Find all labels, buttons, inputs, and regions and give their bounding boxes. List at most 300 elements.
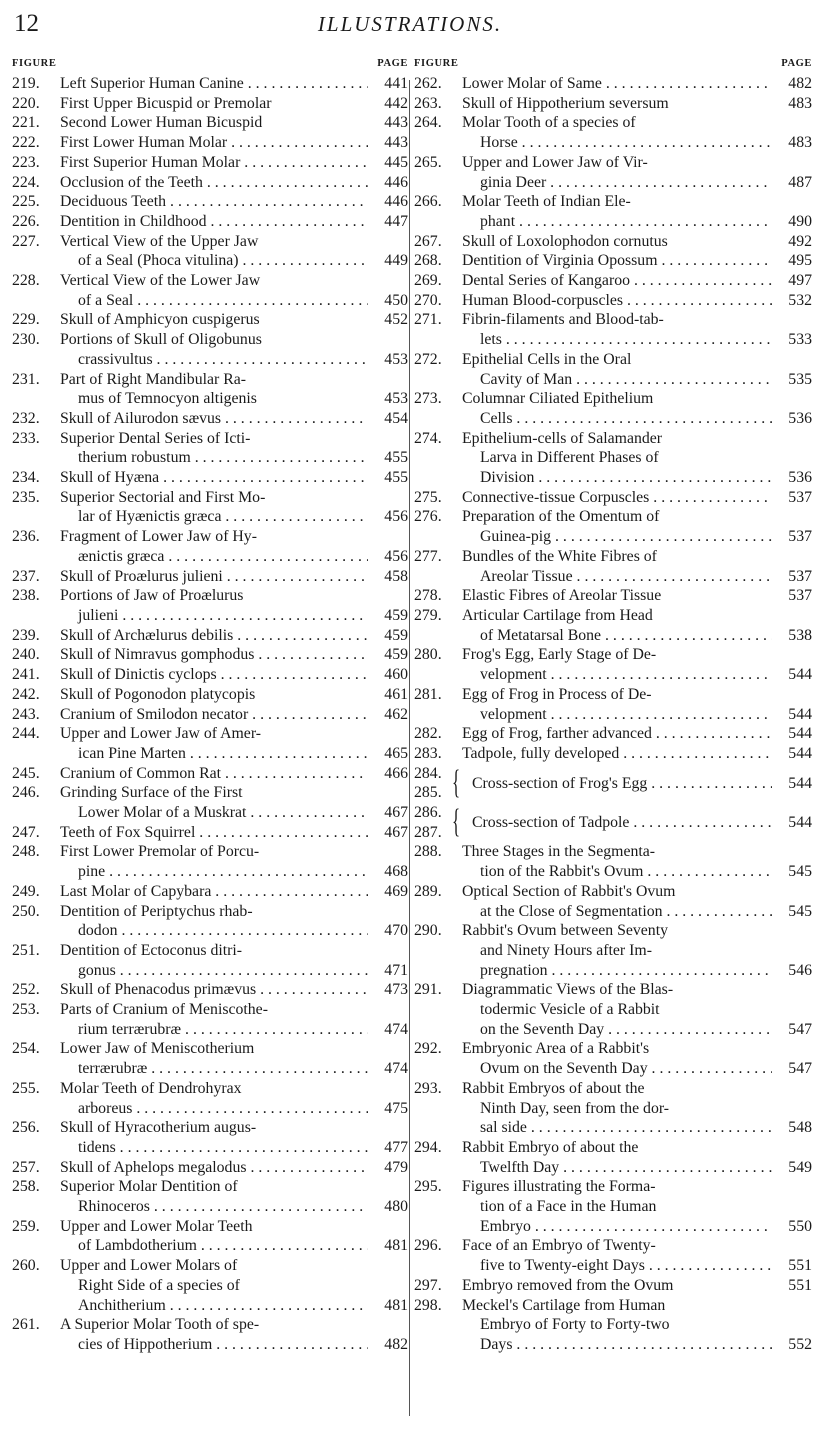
title-line: Cranium of Smilodon necator . . . (60, 705, 368, 725)
figure-number: 263. (414, 94, 442, 112)
title-line: Connective-tissue Corpuscles . . . (462, 488, 772, 508)
title-line: Occlusion of the Teeth . . . (60, 173, 368, 193)
page-reference: 497 (788, 272, 812, 290)
figure-entry (12, 468, 408, 488)
title-line: Skull of Hyracotherium augus- (60, 1119, 257, 1137)
figure-entry (414, 192, 812, 231)
figure-title (462, 1296, 772, 1355)
page-reference: 452 (384, 311, 408, 329)
page-reference: 544 (788, 705, 812, 723)
figure-entry (12, 586, 408, 625)
figure-title (60, 310, 368, 330)
figure-number: 252. (12, 981, 40, 999)
page-reference: 468 (384, 863, 408, 881)
title-line: Dentition in Childhood . . . (60, 212, 368, 232)
page-reference: 546 (788, 961, 812, 979)
figure-entry (12, 724, 408, 763)
title-line: Columnar Ciliated Epithelium (462, 390, 654, 408)
figure-number: 282. (414, 725, 442, 743)
figure-number: 254. (12, 1040, 40, 1058)
title-line: Lower Jaw of Meniscotherium (60, 1040, 255, 1058)
figure-entry (414, 350, 812, 389)
page-reference: 475 (384, 1099, 408, 1117)
figure-number: 276. (414, 508, 442, 526)
figure-entry (12, 310, 408, 330)
page-reference: 459 (384, 626, 408, 644)
title-line: Bundles of the White Fibres of (462, 547, 657, 565)
figure-entry (12, 941, 408, 980)
figure-entry (12, 685, 408, 705)
figure-entry (12, 1158, 408, 1178)
title-line: ginia Deer . . . (462, 173, 772, 193)
title-line: Portions of Skull of Oligobunus (60, 331, 262, 349)
title-line: Three Stages in the Segmenta- (462, 843, 656, 861)
page-reference: 449 (384, 252, 408, 270)
title-line: Skull of Archælurus debilis . . . (60, 626, 368, 646)
title-line: Larva in Different Phases of (480, 449, 659, 467)
title-line: Dental Series of Kangaroo . . . (462, 271, 772, 291)
title-line: Ninth Day, seen from the dor- (480, 1099, 670, 1117)
figure-number: 241. (12, 666, 40, 684)
figure-number: 258. (12, 1178, 40, 1196)
figure-number: 288. (414, 843, 442, 861)
figure-title (462, 291, 772, 311)
figure-number: 251. (12, 941, 40, 959)
title-line: Optical Section of Rabbit's Ovum (462, 882, 676, 900)
title-line: Embryonic Area of a Rabbit's (462, 1040, 650, 1058)
title-line: Upper and Lower Jaw of Amer- (60, 725, 262, 743)
page-reference: 547 (788, 1060, 812, 1078)
figure-title (60, 153, 368, 173)
figure-title (462, 645, 772, 684)
page-reference: 446 (384, 193, 408, 211)
title-line: tion of a Face in the Human (480, 1198, 657, 1216)
title-line: Diagrammatic Views of the Blas- (462, 981, 674, 999)
page-reference: 551 (788, 1257, 812, 1275)
figure-entry (12, 1177, 408, 1216)
figure-column-label: FIGURE (12, 58, 57, 69)
figure-title (60, 1000, 368, 1039)
figure-title (462, 980, 772, 1039)
title-line: Skull of Proælurus julieni . . . (60, 567, 368, 587)
title-line: todermic Vesicle of a Rabbit (480, 1001, 660, 1019)
title-line: Days . . . (462, 1335, 772, 1355)
title-line: Deciduous Teeth . . . (60, 192, 368, 212)
figure-title (60, 488, 368, 527)
page-reference: 552 (788, 1335, 812, 1353)
title-line: Teeth of Fox Squirrel . . . (60, 823, 368, 843)
figure-title (462, 192, 772, 231)
figure-title (60, 192, 368, 212)
figure-number: 275. (414, 488, 442, 506)
figure-title (60, 330, 368, 369)
figure-entry (12, 902, 408, 941)
title-line: therium robustum . . . (60, 448, 368, 468)
page-reference: 492 (788, 232, 812, 250)
figure-entry (12, 645, 408, 665)
figure-title (60, 823, 368, 843)
title-line: crassivultus . . . (60, 350, 368, 370)
figure-entry (12, 133, 408, 153)
figure-entry (414, 1079, 812, 1138)
figure-number: 221. (12, 114, 40, 132)
page-reference: 460 (384, 666, 408, 684)
figure-entry (12, 173, 408, 193)
title-line: Right Side of a species of (78, 1276, 240, 1294)
title-line: First Upper Bicuspid or Premolar (60, 94, 272, 112)
title-line: Part of Right Mandibular Ra- (60, 370, 247, 388)
title-line: julieni . . . (60, 606, 368, 626)
title-line: Face of an Embryo of Twenty- (462, 1237, 656, 1255)
title-line: Embryo . . . (462, 1217, 772, 1237)
page-column-label: PAGE (377, 58, 408, 69)
page-reference: 535 (788, 370, 812, 388)
title-line: Ovum on the Seventh Day . . . (462, 1059, 772, 1079)
page-reference: 443 (384, 114, 408, 132)
figure-title (60, 980, 368, 1000)
page-reference: 533 (788, 331, 812, 349)
running-title: ILLUSTRATIONS. (317, 12, 503, 36)
title-line: Molar Teeth of Dendrohyrax (60, 1079, 242, 1097)
figure-number: 273. (414, 390, 442, 408)
title-line: terrærubræ . . . (60, 1059, 368, 1079)
title-line: phant . . . (462, 212, 772, 232)
page-reference: 458 (384, 567, 408, 585)
figure-entry (414, 882, 812, 921)
figure-numbers (414, 764, 450, 803)
figure-title (462, 882, 772, 921)
right-figure-list (414, 74, 812, 1355)
figure-number: 285. (414, 784, 442, 802)
figure-title (60, 271, 368, 310)
figure-number: 226. (12, 212, 40, 230)
title-line: Parts of Cranium of Meniscothe- (60, 1001, 268, 1019)
figure-number: 232. (12, 409, 40, 427)
page-reference: 480 (384, 1198, 408, 1216)
figure-number: 233. (12, 429, 40, 447)
title-line: Second Lower Human Bicuspid (60, 114, 263, 132)
figure-entry (414, 271, 812, 291)
page-reference: 441 (384, 75, 408, 92)
figure-title (462, 744, 772, 764)
page-reference: 454 (384, 409, 408, 427)
title-line: Cavity of Man . . . (462, 370, 772, 390)
figure-number: 291. (414, 981, 442, 999)
page-reference: 544 (788, 744, 812, 762)
figure-number: 238. (12, 587, 40, 605)
figure-entry (12, 980, 408, 1000)
figure-number: 265. (414, 153, 442, 171)
page-reference: 544 (788, 725, 812, 743)
figure-entry (414, 113, 812, 152)
figure-title (462, 74, 772, 94)
page-reference: 544 (788, 814, 812, 831)
figure-entry (414, 1236, 812, 1275)
figure-number: 219. (12, 75, 40, 92)
figure-entry (414, 507, 812, 546)
title-line: Egg of Frog, farther advanced . . . (462, 724, 772, 744)
figure-title (462, 606, 772, 645)
title-line: on the Seventh Day . . . (462, 1020, 772, 1040)
figure-entry (12, 409, 408, 429)
figure-number: 228. (12, 272, 40, 290)
figure-title (462, 350, 772, 389)
page-reference: 453 (384, 390, 408, 408)
figure-number: 271. (414, 311, 442, 329)
figure-numbers (414, 803, 450, 842)
title-line: Portions of Jaw of Proælurus (60, 587, 244, 605)
figure-number: 259. (12, 1217, 40, 1235)
figure-number: 272. (414, 350, 442, 368)
page-reference: 548 (788, 1119, 812, 1137)
figure-number: 250. (12, 902, 40, 920)
title-line: Preparation of the Omentum of (462, 508, 660, 526)
title-line: Rabbit Embryos of about the (462, 1079, 645, 1097)
figure-number: 293. (414, 1079, 442, 1097)
figure-number: 296. (414, 1237, 442, 1255)
figure-entry (12, 567, 408, 587)
title-line: Human Blood-corpuscles . . . (462, 291, 772, 311)
left-column-header (12, 52, 408, 74)
title-line: First Superior Human Molar . . . (60, 153, 368, 173)
figure-number: 264. (414, 114, 442, 132)
figure-entry (414, 1276, 812, 1296)
figure-entry (12, 1079, 408, 1118)
figure-title (60, 468, 368, 488)
figure-number: 237. (12, 567, 40, 585)
figure-entry (12, 192, 408, 212)
figure-entry (414, 488, 812, 508)
figure-number: 284. (414, 764, 442, 782)
figure-number: 297. (414, 1276, 442, 1294)
figure-title (462, 94, 772, 114)
figure-entry (414, 1039, 812, 1078)
title-line: five to Twenty-eight Days . . . (462, 1256, 772, 1276)
figure-title (60, 133, 368, 153)
page-reference: 474 (384, 1020, 408, 1038)
figure-entry (12, 665, 408, 685)
figure-number: 223. (12, 153, 40, 171)
title-line: Horse . . . (462, 133, 772, 153)
figure-number: 224. (12, 173, 40, 191)
figure-entry (414, 724, 812, 744)
figure-entry (12, 764, 408, 784)
title-line: dodon . . . (60, 921, 368, 941)
title-line: Upper and Lower Jaw of Vir- (462, 153, 648, 171)
title-line: Skull of Pogonodon platycopis (60, 685, 256, 703)
title-line: Rhinoceros . . . (60, 1197, 368, 1217)
title-line: Division . . . (462, 468, 772, 488)
figure-title (462, 685, 772, 724)
title-line: cies of Hippotherium . . . (60, 1335, 368, 1355)
figure-entry (414, 1138, 812, 1177)
page-reference: 551 (788, 1276, 812, 1294)
title-line: sal side . . . (462, 1118, 772, 1138)
title-line: Guinea-pig . . . (462, 527, 772, 547)
figure-number: 286. (414, 804, 442, 821)
figure-title (60, 586, 368, 625)
figure-number: 295. (414, 1178, 442, 1196)
title-line: First Lower Premolar of Porcu- (60, 843, 260, 861)
figure-number: 222. (12, 134, 40, 152)
title-line: Molar Teeth of Indian Ele- (462, 193, 631, 211)
figure-entry (12, 1256, 408, 1315)
figure-number: 230. (12, 331, 40, 349)
page-reference: 455 (384, 449, 408, 467)
title-line: Skull of Aphelops megalodus . . . (60, 1158, 368, 1178)
page-reference: 482 (384, 1336, 408, 1353)
figure-number: 268. (414, 252, 442, 270)
title-line: of a Seal (Phoca vitulina) . . . (60, 251, 368, 271)
figure-number: 242. (12, 685, 40, 703)
title-line: Epithelial Cells in the Oral (462, 350, 632, 368)
figure-entry (414, 547, 812, 586)
page-reference: 473 (384, 981, 408, 999)
title-line: Cranium of Common Rat . . . (60, 764, 368, 784)
figure-number: 239. (12, 626, 40, 644)
page-reference: 549 (788, 1158, 812, 1176)
figure-entry-group (414, 764, 812, 803)
brace-glyph: { (452, 803, 461, 840)
title-line: Meckel's Cartilage from Human (462, 1296, 666, 1314)
figure-entry (414, 1296, 812, 1355)
page-reference: 445 (384, 153, 408, 171)
figure-title (462, 1039, 772, 1078)
page-reference: 544 (788, 774, 812, 792)
figure-title (60, 370, 368, 409)
figure-title (462, 1079, 772, 1138)
title-line: Left Superior Human Canine . . . (60, 74, 368, 94)
title-line: ænictis græca . . . (60, 547, 368, 567)
page-reference: 453 (384, 350, 408, 368)
page-header (10, 8, 810, 48)
page-reference: 536 (788, 469, 812, 487)
title-line: Superior Molar Dentition of (60, 1178, 238, 1196)
figure-number: 235. (12, 488, 40, 506)
figure-title (60, 409, 368, 429)
page-reference: 482 (788, 75, 812, 92)
page-reference: 447 (384, 212, 408, 230)
figure-entry (414, 921, 812, 980)
figure-number: 298. (414, 1296, 442, 1314)
figure-title (60, 1118, 368, 1157)
title-line: Skull of Dinictis cyclops . . . (60, 665, 368, 685)
figure-title (462, 1236, 772, 1275)
figure-number: 283. (414, 744, 442, 762)
page-reference: 442 (384, 94, 408, 112)
figure-number: 236. (12, 528, 40, 546)
figure-title (462, 1138, 772, 1177)
figure-title (60, 173, 368, 193)
title-line: velopment . . . (462, 665, 772, 685)
page-reference: 465 (384, 744, 408, 762)
title-line: Dentition of Ectoconus ditri- (60, 941, 243, 959)
figure-title (60, 1315, 368, 1354)
page-reference: 487 (788, 173, 812, 191)
figure-number: 234. (12, 469, 40, 487)
page-reference: 538 (788, 626, 812, 644)
figure-title (60, 74, 368, 94)
figure-entry (414, 251, 812, 271)
figure-entry (414, 232, 812, 252)
figure-title (60, 685, 368, 705)
figure-number: 248. (12, 843, 40, 861)
figure-title (60, 645, 368, 665)
title-line: Embryo of Forty to Forty-two (480, 1316, 670, 1334)
title-line: Areolar Tissue . . . (462, 567, 772, 587)
title-line: Skull of Hippotherium seversum (462, 94, 669, 112)
page-reference: 471 (384, 961, 408, 979)
title-line: at the Close of Segmentation . . . (462, 902, 772, 922)
figure-title (462, 507, 772, 546)
figure-title (60, 783, 368, 822)
figure-number: 270. (414, 291, 442, 309)
title-line: Upper and Lower Molar Teeth (60, 1217, 253, 1235)
title-line: Anchitherium . . . (60, 1296, 368, 1316)
figure-number: 267. (414, 232, 442, 250)
figure-entry (12, 626, 408, 646)
title-line: Skull of Hyæna . . . (60, 468, 368, 488)
figure-entry (414, 842, 812, 881)
figure-title (60, 665, 368, 685)
title-line: Egg of Frog in Process of De- (462, 685, 652, 703)
figure-entry (12, 153, 408, 173)
figure-column-label: FIGURE (414, 58, 459, 69)
figure-title (60, 1158, 368, 1178)
figure-number: 281. (414, 685, 442, 703)
title-line: Skull of Amphicyon cuspigerus (60, 311, 260, 329)
figure-title (60, 626, 368, 646)
figure-title: Cross-section of Frog's Egg . . . (472, 774, 772, 794)
figure-number: 277. (414, 547, 442, 565)
figure-entry (414, 310, 812, 349)
title-line: pine . . . (60, 862, 368, 882)
figure-title (462, 113, 772, 152)
title-line: Lower Molar of Same . . . (462, 74, 772, 94)
figure-title (60, 113, 368, 133)
figure-title (462, 586, 772, 606)
page-reference: 483 (788, 134, 812, 152)
figure-title (60, 212, 368, 232)
title-line: ican Pine Marten . . . (60, 744, 368, 764)
figure-entry (414, 606, 812, 645)
figure-title (462, 232, 772, 252)
right-column (414, 52, 812, 1355)
figure-entry (12, 271, 408, 310)
figure-title (462, 271, 772, 291)
title-line: gonus . . . (60, 961, 368, 981)
figure-title (60, 941, 368, 980)
figure-number: 287. (414, 823, 442, 841)
figure-entry (414, 74, 812, 94)
page-reference: 469 (384, 882, 408, 900)
column-divider (409, 80, 410, 1416)
figure-entry (414, 1177, 812, 1236)
title-line: Twelfth Day . . . (462, 1158, 772, 1178)
title-line: pregnation . . . (462, 961, 772, 981)
page-reference: 537 (788, 587, 812, 605)
title-line: Tadpole, fully developed . . . (462, 744, 772, 764)
figure-number: 249. (12, 882, 40, 900)
right-column-header (414, 52, 812, 74)
figure-title (462, 1177, 772, 1236)
page-reference: 446 (384, 173, 408, 191)
figure-entry (12, 370, 408, 409)
title-line: Epithelium-cells of Salamander (462, 429, 663, 447)
figure-title (462, 488, 772, 508)
title-line: Grinding Surface of the First (60, 784, 243, 802)
page-reference: 495 (788, 252, 812, 270)
